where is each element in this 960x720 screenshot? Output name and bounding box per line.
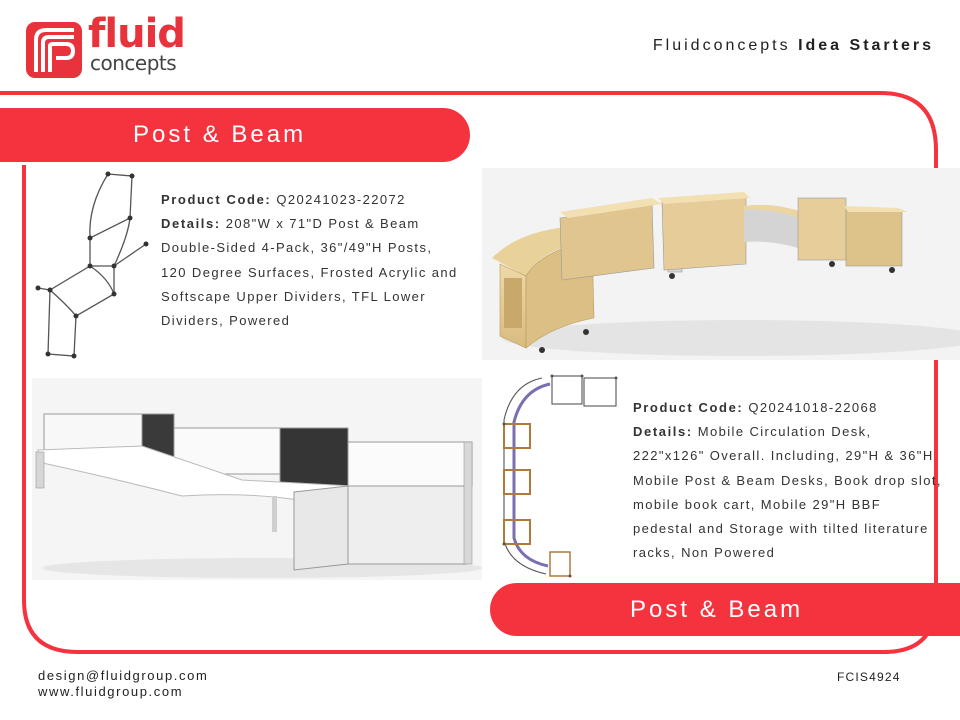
- code-label: Product Code:: [161, 192, 272, 207]
- footer-document-code: FCIS4924: [837, 670, 901, 684]
- workstation-photo: [32, 378, 482, 580]
- floor-plan-drawing-1: [28, 166, 154, 362]
- floor-plan-drawing-2: [492, 370, 622, 582]
- logo-mark-icon: [26, 22, 82, 78]
- product-details: Mobile Circulation Desk, 222"x126" Overall. Including, 29"H & 36"H Mobile Post & Beam Desks, Book drop slot, mobile book cart, Mobile 29"H BBF pedestal and Storage with tilted literature racks, Non Powered: [633, 424, 942, 561]
- section-banner-top: [0, 108, 470, 162]
- details-label: Details:: [161, 216, 221, 232]
- product-details: 208"W x 71"D Post & Beam Double-Sided 4-Pack, 36"/49"H Posts, 120 Degree Surfaces, Frosted Acrylic and Softscape Upper Dividers, TFL Lower Dividers, Powered: [161, 216, 458, 329]
- logo-word-fluid: fluid: [88, 11, 185, 57]
- header-title: [653, 37, 934, 55]
- section-banner-bottom: [490, 583, 960, 636]
- footer-contact: [38, 668, 208, 700]
- circulation-desk-photo: [482, 168, 960, 360]
- footer-email-link[interactable]: design@fluidgroup.com: [38, 668, 209, 683]
- product-code: Q20241018-22068: [743, 400, 878, 415]
- code-label: Product Code:: [633, 400, 744, 415]
- header-title-bold: Idea Starters: [798, 37, 934, 54]
- product-spec-2: [633, 396, 943, 565]
- details-label: Details:: [633, 424, 693, 440]
- product-code: Q20241023-22072: [271, 192, 406, 207]
- banner-bottom-label: Post & Beam: [630, 595, 804, 623]
- banner-top-label: Post & Beam: [133, 121, 307, 148]
- footer-website-link[interactable]: www.fluidgroup.com: [38, 684, 184, 699]
- header-title-regular: Fluidconcepts: [652, 37, 799, 54]
- logo-word-concepts: concepts: [90, 51, 177, 75]
- product-spec-1: [161, 188, 461, 333]
